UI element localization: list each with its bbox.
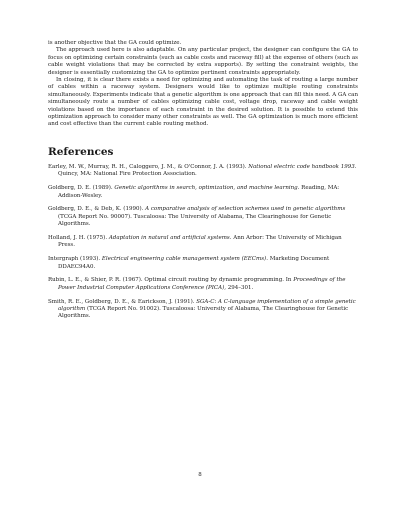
ref-title: Electrical engineering cable management system (EECms). — [101, 256, 268, 263]
ref-authors-year: Intergraph (1993). — [48, 256, 102, 263]
reference-smith-1991 — [48, 299, 358, 321]
reference-intergraph-1993 — [48, 256, 358, 271]
ref-authors-year: Rubin, L. E., & Shier, P. R. (1967). Optimal circuit routing by dynamic programming. In — [48, 277, 294, 284]
ref-authors-year: Smith, R. E., Goldberg, D. E., & Earickson, J. (1991). — [48, 298, 197, 305]
body-text — [48, 40, 358, 129]
paragraph-continuation: is another objective that the GA could optimize. — [48, 40, 182, 46]
ref-title: SGA-C: A C-language implementation of a simple genetic algorithm — [58, 298, 356, 313]
paragraph-adaptability: The approach used here is also adaptable. On any particular project, the designer can configure the GA to focus on optimizing certain constraints (such as cable costs and raceway fill) at the expense of others (such as cable weight violations that may be corrected by extra supports). By setting the constraint weights, the designer is essentially customizing the GA to optimize pertinent constraints appropriately. — [48, 47, 358, 76]
reference-rubin-1967 — [48, 277, 358, 292]
ref-title: Proceedings of the Power Industrial Computer Applications Conference (PICA), — [58, 277, 346, 291]
ref-publisher: (TCGA Report No. 90007). Tuscaloosa: The University of Alabama, The Clearinghouse for Genetic Algorithms. — [58, 213, 332, 228]
reference-list — [48, 164, 358, 327]
paragraph-conclusion: In closing, it is clear there exists a need for optimizing and automating the task of routing a large number of cables within a raceway system. Designers would like to optimize multiple routing constraints simultaneously. Experiments indicate that a genetic algorithm is one approach that can fill this need. A GA can simultaneously route a number of cables optimizing cable cost, voltage drop, raceway and cable weight violations based on the importance of each constraint in the desired solution. It is possible to extend this optimization approach to consider many other constraints as well. The GA optimization is much more efficient and cost effective than the current cable routing method. — [48, 77, 358, 128]
ref-publisher: Quincy, MA: National Fire Protection Association. — [58, 171, 197, 178]
ref-publisher: (TCGA Report No. 91002). Tuscaloosa: University of Alabama, The Clearinghouse for Genetic Algorithms. — [58, 306, 349, 320]
references-heading: References — [48, 146, 114, 158]
ref-publisher: Marketing Document DDAEC94A0. — [58, 256, 330, 270]
ref-authors-year: Holland, J. H. (1975). — [48, 235, 109, 242]
ref-authors-year: Goldberg, D. E. (1989). — [48, 185, 115, 192]
reference-goldberg-1989 — [48, 185, 358, 200]
ref-title: A comparative analysis of selection schemes used in genetic algorithms — [145, 206, 346, 213]
ref-authors-year: Goldberg, D. E., & Deb, K. (1990). — [48, 206, 146, 213]
ref-publisher: Reading, MA: Addison-Wesley. — [58, 185, 340, 199]
ref-authors-year: Earley, M. W., Murray, R. H., Caloggero, J. M., & O'Connor, J. A. (1993). — [48, 164, 249, 170]
page-number: 8 — [198, 472, 202, 478]
reference-holland-1975 — [48, 235, 358, 250]
ref-title: National electric code handbook 1993. — [248, 164, 357, 170]
ref-publisher: 294–301. — [226, 284, 254, 291]
ref-title: Genetic algorithms in search, optimization, and machine learning. — [114, 185, 300, 192]
reference-earley-1993 — [48, 164, 358, 179]
ref-publisher: Ann Arbor: The University of Michigan Press. — [58, 235, 342, 249]
reference-goldberg-deb-1990 — [48, 206, 358, 228]
ref-title: Adaptation in natural and artificial systems. — [108, 235, 232, 242]
